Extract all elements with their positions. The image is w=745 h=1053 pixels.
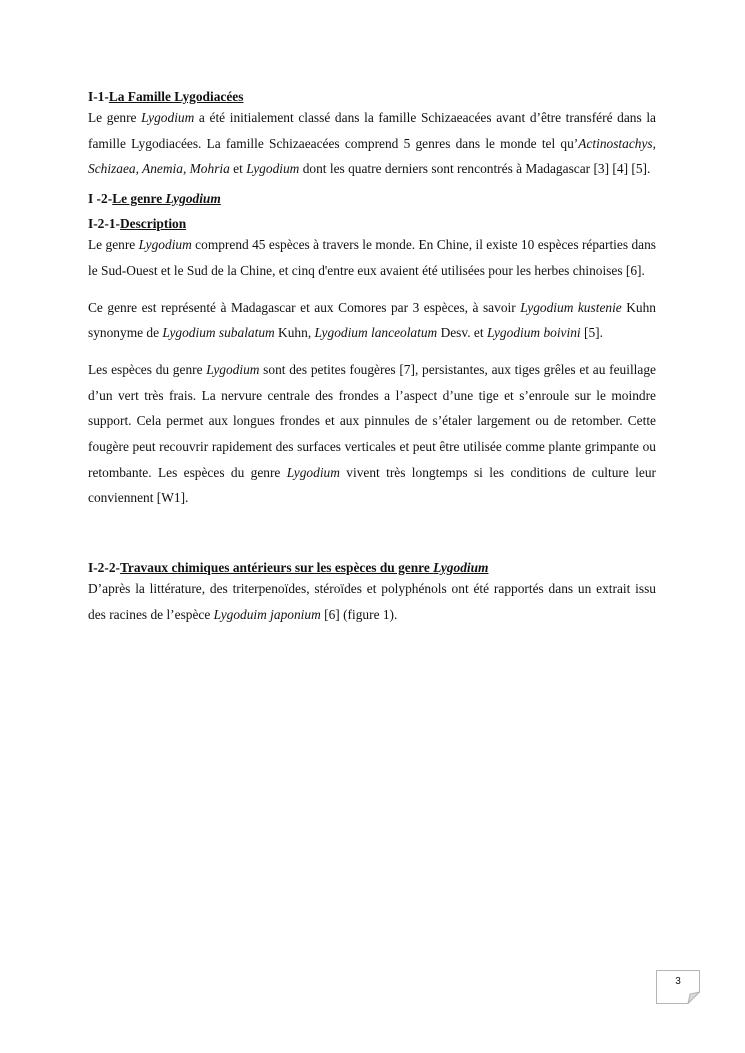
- paragraph-famille: [88, 105, 656, 182]
- text: a été initialement classé dans la famille Schizaeacées avant d’être transféré dans la famille Lygodiacées. La famille Schizaeacées comprend 5 genres dans le monde tel qu’: [88, 110, 656, 151]
- text-italic: Lygoduim japonium: [213, 606, 321, 622]
- text-italic: Lygodium: [138, 237, 192, 253]
- heading-prefix: I -2-: [88, 191, 113, 207]
- heading-title: Description: [119, 216, 187, 232]
- heading-title-italic: Lygodium: [165, 191, 221, 207]
- text: sont des petites fougères [7], persistantes, aux tiges grêles et au feuillage d’un vert très frais. La nervure centrale des frondes a l’aspect d’une tige et s’enroule sur le moindre support. Cela permet aux longues frondes et aux pinnules de s’étaler largement ou de retomber. Cette fougère peut recouvrir rapidement des surfaces verticales et peut être utilisée comme plante grimpante ou retombante. Les espèces du genre: [88, 361, 656, 480]
- heading-title: La Famille Lygodiacées: [108, 89, 244, 104]
- heading-title-text: Le genre: [112, 191, 166, 207]
- paragraph-description-1: [88, 232, 656, 283]
- text: Ce genre est représenté à Madagascar et aux Comores par 3 espèces, à savoir: [88, 299, 521, 315]
- page-number-box: [656, 970, 700, 1004]
- text-italic: Lygodium kustenie: [520, 299, 622, 315]
- heading-title-text: Travaux chimiques antérieurs sur les espèces du genre: [119, 560, 434, 576]
- text-italic: , Lygodium lanceolatum: [307, 325, 438, 341]
- paragraph-description-3: [88, 357, 656, 511]
- text: comprend 45 espèces à travers le monde. En Chine, il existe 10 espèces réparties dans le Sud-Ouest et le Sud de la Chine, et cinq d'entre eux avaient été utilisées pour les herbes chinoises [6].: [88, 237, 656, 278]
- text: vivent très longtemps si les conditions de culture leur conviennent [W1].: [88, 464, 657, 506]
- heading-prefix: I-2-1-: [88, 216, 120, 232]
- heading-prefix: I-2-2-: [88, 560, 120, 576]
- section-heading-1: [88, 88, 656, 105]
- heading-title: [112, 191, 221, 206]
- heading-prefix: I-1-: [88, 89, 109, 104]
- text: Le genre: [88, 110, 142, 125]
- text: Les espèces du genre: [88, 361, 207, 377]
- paragraph-description-2: [88, 295, 656, 346]
- section-heading-2: [88, 190, 656, 207]
- heading-title: [120, 560, 488, 575]
- text-italic: Lygodium boivini: [486, 325, 581, 341]
- text: Desv. et: [437, 325, 487, 341]
- section-heading-2-2: [88, 559, 656, 576]
- text: [6] (figure 1).: [320, 606, 398, 622]
- text: D’après la littérature, des triterpenoïdes, stéroïdes et polyphénols ont été rapportés dans un extrait issu des racines de l’espèce: [88, 581, 656, 622]
- text-italic: Lygodium subalatum: [162, 325, 275, 341]
- text: Kuhn: [274, 325, 308, 341]
- text-italic: Lygodium: [141, 110, 195, 125]
- text: dont les quatre derniers sont rencontrés à Madagascar [3] [4] [5].: [299, 161, 651, 177]
- text: [5].: [580, 325, 603, 341]
- text-italic: Lygodium: [286, 464, 340, 480]
- text-italic: Lygodium: [206, 361, 260, 377]
- text: et: [229, 161, 247, 177]
- paragraph-travaux: [88, 576, 656, 627]
- heading-title-italic: Lygodium: [433, 560, 489, 576]
- text: Kuhn synonyme de: [88, 299, 657, 341]
- page-number: 3: [675, 976, 681, 987]
- section-heading-2-1: [88, 215, 656, 232]
- document-page: [88, 88, 656, 628]
- text-italic: Actinostachys, Schizaea, Anemia, Mohria: [88, 135, 656, 177]
- text-italic: Lygodium: [246, 161, 300, 177]
- text: Le genre: [88, 237, 139, 253]
